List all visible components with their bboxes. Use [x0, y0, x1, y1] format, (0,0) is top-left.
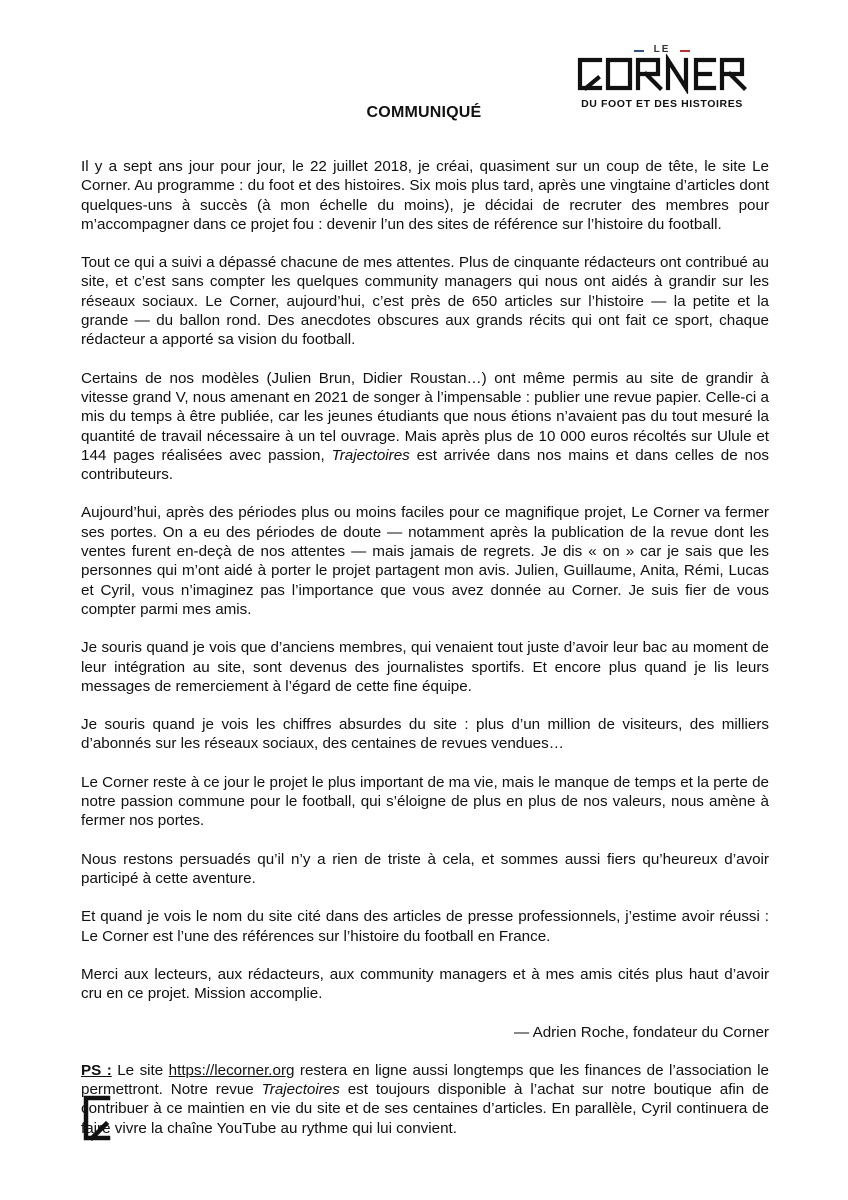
logo-blue-stripe [634, 50, 644, 52]
paragraph-8: Nous restons persuadés qu’il n’y a rien de triste à cela, et sommes aussi fiers qu’heureux d’avoir participé à cette aventure. [81, 850, 769, 887]
logo-wordmark-graphic [572, 54, 752, 94]
logo-red-stripe [680, 50, 690, 52]
paragraph-1: Il y a sept ans jour pour jour, le 22 juillet 2018, je créai, quasiment sur un coup de tête, le site Le Corner. Au programme : du foot et des histoires. Six mois plus tard, après une vingtaine d’articles dont quelques-uns à succès (à mon échelle du moins), je décidai de recruter des membres pour m’accompagner dans ce projet fou : devenir l’un des sites de référence sur l’histoire du football. [81, 158, 769, 233]
ps-text-1: Le site [111, 1061, 169, 1079]
postscript [81, 1061, 769, 1138]
paragraph-10: Merci aux lecteurs, aux rédacteurs, aux community managers et à mes amis cités plus haut d’avoir cru en ce projet. Mission accomplie. [81, 965, 769, 1003]
ps-label: PS : [81, 1061, 112, 1079]
ps-revue-title-italic: Trajectoires [261, 1080, 340, 1098]
ps-text-3: est toujours disponible à l’achat sur notre boutique afin de contribuer à ce maintien en vie du site et de ses centaines d’articles. En parallèle, Cyril continuera de faire vivre la chaîne YouTube au rythme qui lui convient. [81, 1080, 769, 1137]
body-text [81, 157, 769, 1138]
paragraph-3-text-b: est arrivée dans nos mains et dans celles de nos contributeurs. [81, 446, 770, 484]
paragraph-4: Aujourd’hui, après des périodes plus ou moins faciles pour ce magnifique projet, Le Corner va fermer ses portes. On a eu des périodes de doute — notamment après la publication de la revue dont les ventes furent en-deçà de nos attentes — mais jamais de regrets. Je dis « on » car je sais que les personnes qui m’ont aidé à porter le projet partagent mon avis. Julien, Guillaume, Anita, Rémi, Lucas et Cyril, vous n’imaginez pas l’importance que vous avez donnée au Corner. Je suis fier de vous compter parmi mes amis. [81, 504, 769, 618]
ps-text-2: restera en ligne aussi longtemps que les finances de l’association le permettront. Notre revue [81, 1061, 769, 1098]
paragraph-5: Je souris quand je vois que d’anciens membres, qui venaient tout juste d’avoir leur bac au moment de leur intégration au site, sont devenus des journalistes sportifs. Et encore plus quand je lis leurs messages de remerciement à l’égard de cette fine équipe. [81, 639, 769, 695]
corner-mark-icon [82, 1094, 112, 1142]
paragraph-6: Je souris quand je vois les chiffres absurdes du site : plus d’un million de visiteurs, des milliers d’abonnés sur les réseaux sociaux, des centaines de revues vendues… [81, 716, 769, 753]
logo-tagline: DU FOOT ET DES HISTOIRES [581, 98, 743, 110]
paragraph-2: Tout ce qui a suivi a dépassé chacune de mes attentes. Plus de cinquante rédacteurs ont contribué au site, et c’est sans compter les quelques community managers qui nous ont aidés à grandir sur les réseaux sociaux. Le Corner, aujourd’hui, c’est près de 650 articles sur l’histoire — la petite et la grande — du ballon rond. Des anecdotes obscures aux grands récits qui ont fait ce sport, chaque rédacteur a apporté sa vision du football. [81, 254, 769, 349]
page-title: COMMUNIQUÉ [366, 104, 482, 121]
logo-le-text: LE [653, 44, 671, 55]
signature: — Adrien Roche, fondateur du Corner [514, 1024, 769, 1042]
paragraph-3 [81, 369, 769, 485]
paragraph-9: Et quand je vois le nom du site cité dans des articles de presse professionnels, j’estime avoir réussi : Le Corner est l’une des références sur l’histoire du football en France. [81, 908, 769, 945]
site-link[interactable]: https://lecorner.org [168, 1061, 295, 1079]
paragraph-7: Le Corner reste à ce jour le projet le plus important de ma vie, mais le manque de temps et la perte de notre passion commune pour le football, qui s’éloigne de plus en plus de nos valeurs, nous amène à fermer nos portes. [81, 773, 769, 830]
paragraph-3-text-a: Certains de nos modèles (Julien Brun, Didier Roustan…) ont même permis au site de grandir à vitesse grand V, nous amenant en 2021 de songer à l’impensable : publier une revue papier. Celle-ci a mis du temps à être publiée, car les jeunes étudiants que nous étions n’avaient pas du tout mesuré la quantité de travail nécessaire à un tel ouvrage. Mais après plus de 10 000 euros récoltés sur Ulule et 144 pages réalisées avec passion, [81, 369, 769, 464]
revue-title-italic: Trajectoires [331, 446, 410, 464]
